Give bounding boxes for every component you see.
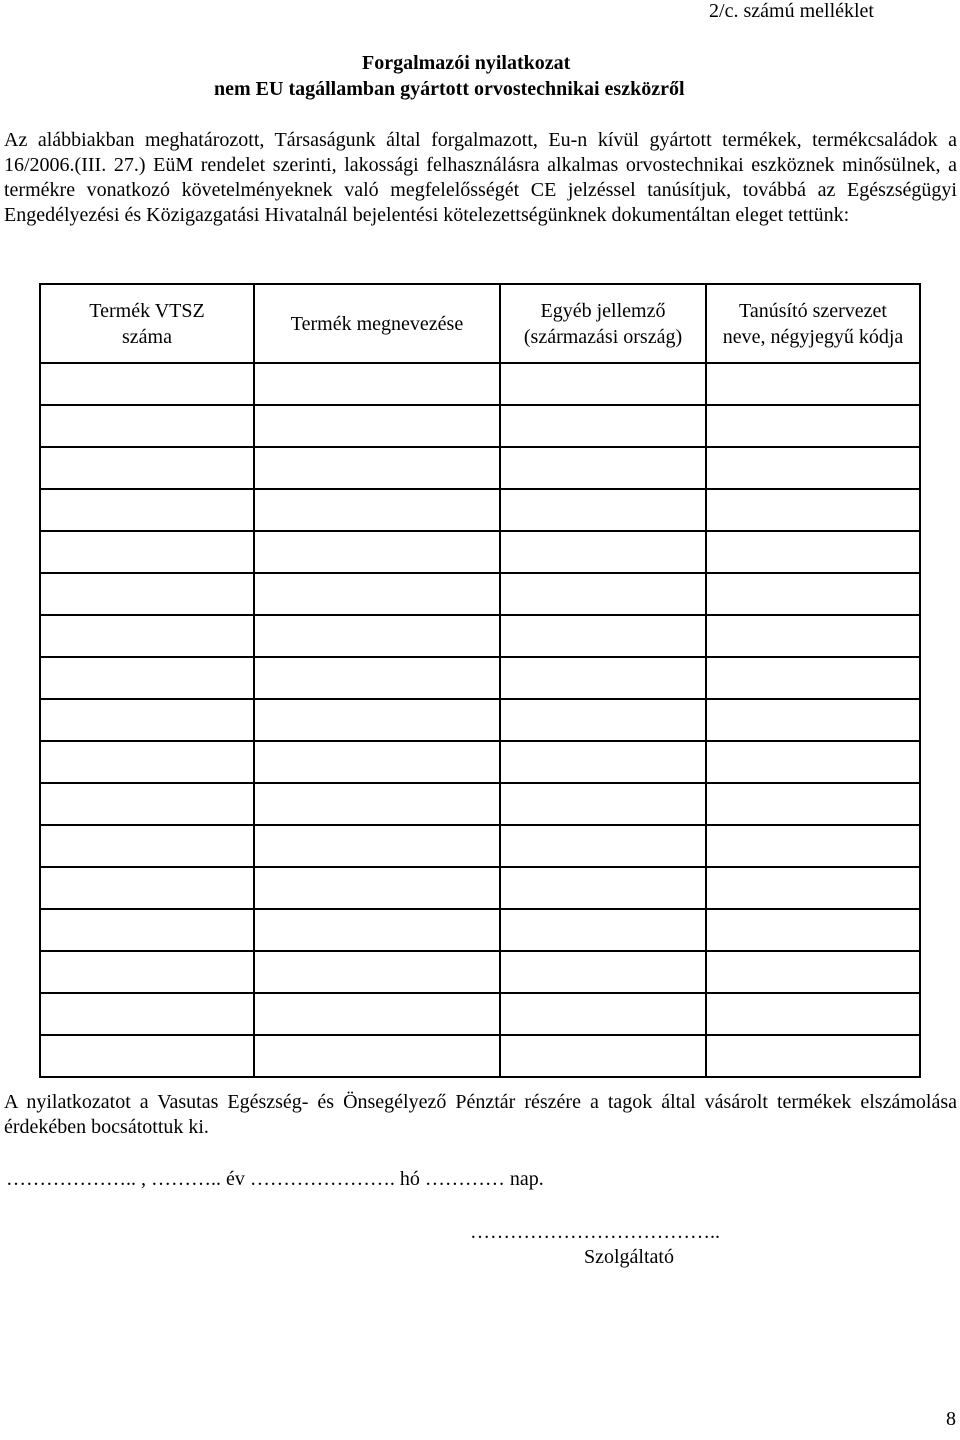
table-cell[interactable] [254,1035,500,1077]
table-cell[interactable] [500,783,706,825]
table-cell[interactable] [706,825,920,867]
table-cell[interactable] [500,825,706,867]
col-header-other-attributes: Egyéb jellemző (származási ország) [500,284,706,363]
table-row [40,657,920,699]
table-cell[interactable] [254,657,500,699]
table-row [40,531,920,573]
table-cell[interactable] [254,951,500,993]
table-cell[interactable] [40,657,254,699]
table-cell[interactable] [500,993,706,1035]
table-cell[interactable] [40,363,254,405]
table-cell[interactable] [500,657,706,699]
table-cell[interactable] [500,867,706,909]
table-cell[interactable] [40,909,254,951]
table-cell[interactable] [40,615,254,657]
col-header-vtsz: Termék VTSZ száma [40,284,254,363]
table-row [40,867,920,909]
table-cell[interactable] [254,363,500,405]
table-row [40,741,920,783]
table-cell[interactable] [706,573,920,615]
table-cell[interactable] [706,699,920,741]
intro-paragraph: Az alábbiakban meghatározott, Társaságunk által forgalmazott, Eu-n kívül gyártott termékek, termékcsaládok a 16/2006.(III. 27.) EüM rendelet szerinti, lakossági felhasználásra alkalmas orvostechnikai eszköznek minősülnek, a termékre vonatkozó követelményeknek való megfelelősségét CE jelzéssel tanúsítjuk, továbbá az Egészségügyi Engedélyezési és Közigazgatási Hivatalnál bejelentési kötelezettségünknek dokumentáltan eleget tettünk: [4,129,957,226]
table-cell[interactable] [500,447,706,489]
table-cell[interactable] [500,531,706,573]
table-row [40,783,920,825]
table-cell[interactable] [500,489,706,531]
table-cell[interactable] [706,993,920,1035]
table-row [40,405,920,447]
table-cell[interactable] [254,993,500,1035]
table-cell[interactable] [40,489,254,531]
table-row [40,909,920,951]
table-row [40,825,920,867]
table-cell[interactable] [40,405,254,447]
table-cell[interactable] [500,1035,706,1077]
table-cell[interactable] [254,699,500,741]
document-subtitle: nem EU tagállamban gyártott orvostechnikai eszközről [214,78,685,100]
table-cell[interactable] [40,699,254,741]
table-cell[interactable] [706,951,920,993]
col-header-certifier: Tanúsító szervezet neve, négyjegyű kódja [706,284,920,363]
col-header-product-name: Termék megnevezése [254,284,500,363]
table-cell[interactable] [40,783,254,825]
table-cell[interactable] [40,867,254,909]
table-cell[interactable] [40,951,254,993]
table-cell[interactable] [706,1035,920,1077]
table-cell[interactable] [500,573,706,615]
table-cell[interactable] [500,363,706,405]
table-cell[interactable] [40,993,254,1035]
table-cell[interactable] [500,615,706,657]
table-cell[interactable] [500,405,706,447]
table-cell[interactable] [254,405,500,447]
table-cell[interactable] [706,615,920,657]
annex-label: 2/c. számú melléklet [709,0,874,22]
table-cell[interactable] [254,825,500,867]
page-number: 8 [946,1408,956,1430]
table-body [40,363,920,1077]
document-title: Forgalmazói nyilatkozat [362,52,571,74]
table-cell[interactable] [254,741,500,783]
signer-label: Szolgáltató [584,1246,674,1268]
table-cell[interactable] [500,699,706,741]
table-cell[interactable] [706,741,920,783]
table-row [40,573,920,615]
table-cell[interactable] [40,573,254,615]
table-row [40,699,920,741]
table-cell[interactable] [40,741,254,783]
table-cell[interactable] [40,1035,254,1077]
table-row [40,951,920,993]
signature-line: ……………………………….. [470,1221,720,1243]
table-row [40,1035,920,1077]
table-cell[interactable] [706,909,920,951]
table-cell[interactable] [706,405,920,447]
table-header-row [40,284,920,363]
table-cell[interactable] [706,867,920,909]
table-row [40,993,920,1035]
table-cell[interactable] [706,447,920,489]
table-row [40,489,920,531]
date-line: ……………….. , ……….. év …………………. hó ………… nap. [6,1168,544,1190]
table-cell[interactable] [40,825,254,867]
table-cell[interactable] [706,489,920,531]
table-cell[interactable] [254,573,500,615]
table-cell[interactable] [254,783,500,825]
table-cell[interactable] [706,363,920,405]
table-cell[interactable] [254,909,500,951]
closing-paragraph: A nyilatkozatot a Vasutas Egészség- és Önsegélyező Pénztár részére a tagok által vásárolt termékek elszámolása érdekében bocsátottuk ki. [4,1091,957,1138]
table-cell[interactable] [500,951,706,993]
table-cell[interactable] [254,531,500,573]
table-cell[interactable] [254,489,500,531]
table-cell[interactable] [254,867,500,909]
table-cell[interactable] [706,783,920,825]
table-row [40,447,920,489]
table-cell[interactable] [40,531,254,573]
table-cell[interactable] [254,615,500,657]
table-cell[interactable] [706,657,920,699]
table-cell[interactable] [254,447,500,489]
table-cell[interactable] [500,909,706,951]
table-row [40,615,920,657]
table-row [40,363,920,405]
table-cell[interactable] [40,447,254,489]
table-cell[interactable] [706,531,920,573]
product-table [39,283,921,1078]
table-cell[interactable] [500,741,706,783]
